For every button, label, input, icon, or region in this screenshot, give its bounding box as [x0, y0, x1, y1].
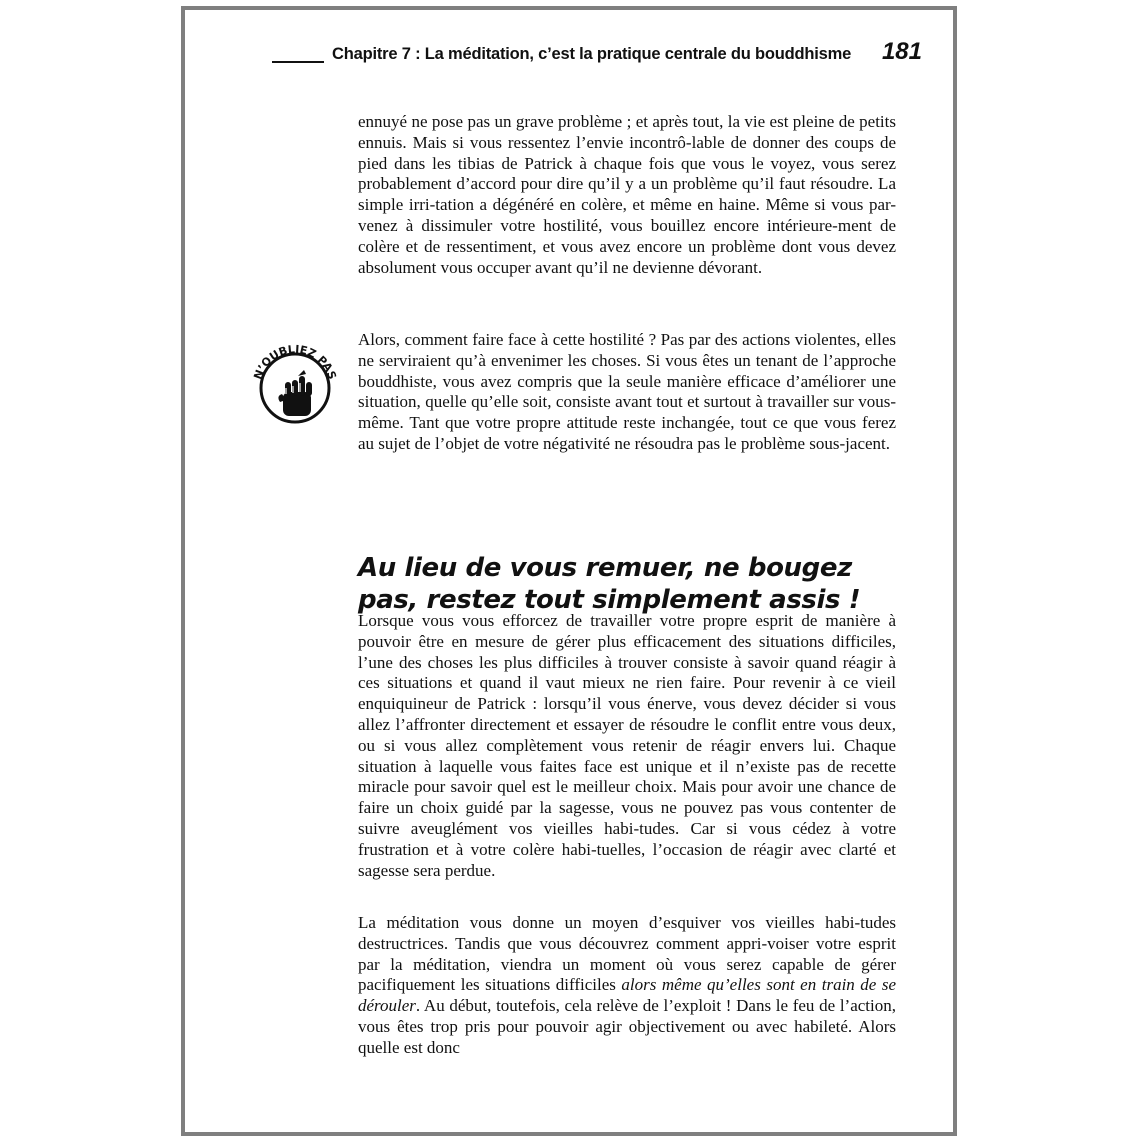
- remember-badge: [250, 330, 340, 436]
- paragraph-4-italic: alors même qu’elles sont en train de se dérouler: [358, 975, 896, 1016]
- header-rule: [272, 61, 324, 63]
- page-number: 181: [881, 38, 922, 65]
- paragraph-4-start: La méditation vous donne un moyen d’esquiver vos vieilles habi-tudes destructrices. Tandis que vous découvrez comment appri-voiser votre esprit par la méditation, viendra un moment où vous serez capable de gérer pacifiquement les situations difficiles: [358, 913, 896, 995]
- finger-with-string-icon: [250, 330, 340, 436]
- paragraph-4-end: . Au début, toutefois, cela relève de l’exploit ! Dans le feu de l’action, vous êtes trop pris pour pouvoir agir objectivement ou avec habileté. Alors quelle est donc: [358, 996, 896, 1057]
- running-head: [270, 40, 922, 70]
- paragraph-4: [358, 913, 896, 1059]
- paragraph-3: Lorsque vous vous efforcez de travailler votre propre esprit de manière à pouvoir être en mesure de gérer plus efficacement des situations difficiles, l’une des choses les plus difficiles à trouver consiste à savoir quand réagir à ces situations et quand il vaut mieux ne rien faire. Pour revenir à ce vieil enquiquineur de Patrick : lorsqu’il vous énerve, vous devez décider si vous allez l’affronter directement et essayer de résoudre le conflit entre vous deux, ou si vous allez complètement vous retenir de réagir envers lui. Chaque situation à laquelle vous faites face est unique et il n’existe pas de recette miracle pour savoir quel est le meilleur choix. Mais pour avoir une chance de faire un choix guidé par la sagesse, vous ne pouvez pas vous contenter de suivre aveuglément vos vieilles habi-tudes. Car si vous cédez à votre frustration et à votre colère habi-tuelles, l’occasion de réagir avec clarté et sagesse sera perdue.: [358, 611, 896, 880]
- chapter-title: Chapitre 7 : La méditation, c’est la pratique centrale du bouddhisme: [332, 45, 852, 63]
- section-heading: Au lieu de vous remuer, ne bougez pas, restez tout simplement assis !: [358, 552, 861, 615]
- badge-label: N’OUBLIEZ PAS: [251, 342, 339, 382]
- paragraph-2: Alors, comment faire face à cette hostilité ? Pas par des actions violentes, elles ne serviraient qu’à envenimer les choses. Si vous êtes un tenant de l’approche bouddhiste, vous avez compris que la seule manière efficace d’améliorer une situation, quelle qu’elle soit, consiste avant tout et surtout à travailler sur vous-même. Tant que votre propre attitude reste inchangée, tout ce que vous ferez au sujet de l’objet de votre négativité ne résoudra pas le problème sous-jacent.: [358, 330, 896, 453]
- paragraph-1: ennuyé ne pose pas un grave problème ; et après tout, la vie est pleine de petits ennuis. Mais si vous ressentez l’envie incontrô-lable de donner des coups de pied dans les tibias de Patrick à chaque fois que vous le voyez, vous serez probablement d’accord pour dire qu’il y a un problème qu’il faut résoudre. La simple irri-tation a dégénéré en colère, et même en haine. Même si vous par-venez à dissimuler votre hostilité, vous bouillez encore intérieure-ment de colère et de ressentiment, et vous avez encore un problème dont vous devez absolument vous occuper avant qu’il ne devienne dévorant.: [358, 112, 896, 277]
